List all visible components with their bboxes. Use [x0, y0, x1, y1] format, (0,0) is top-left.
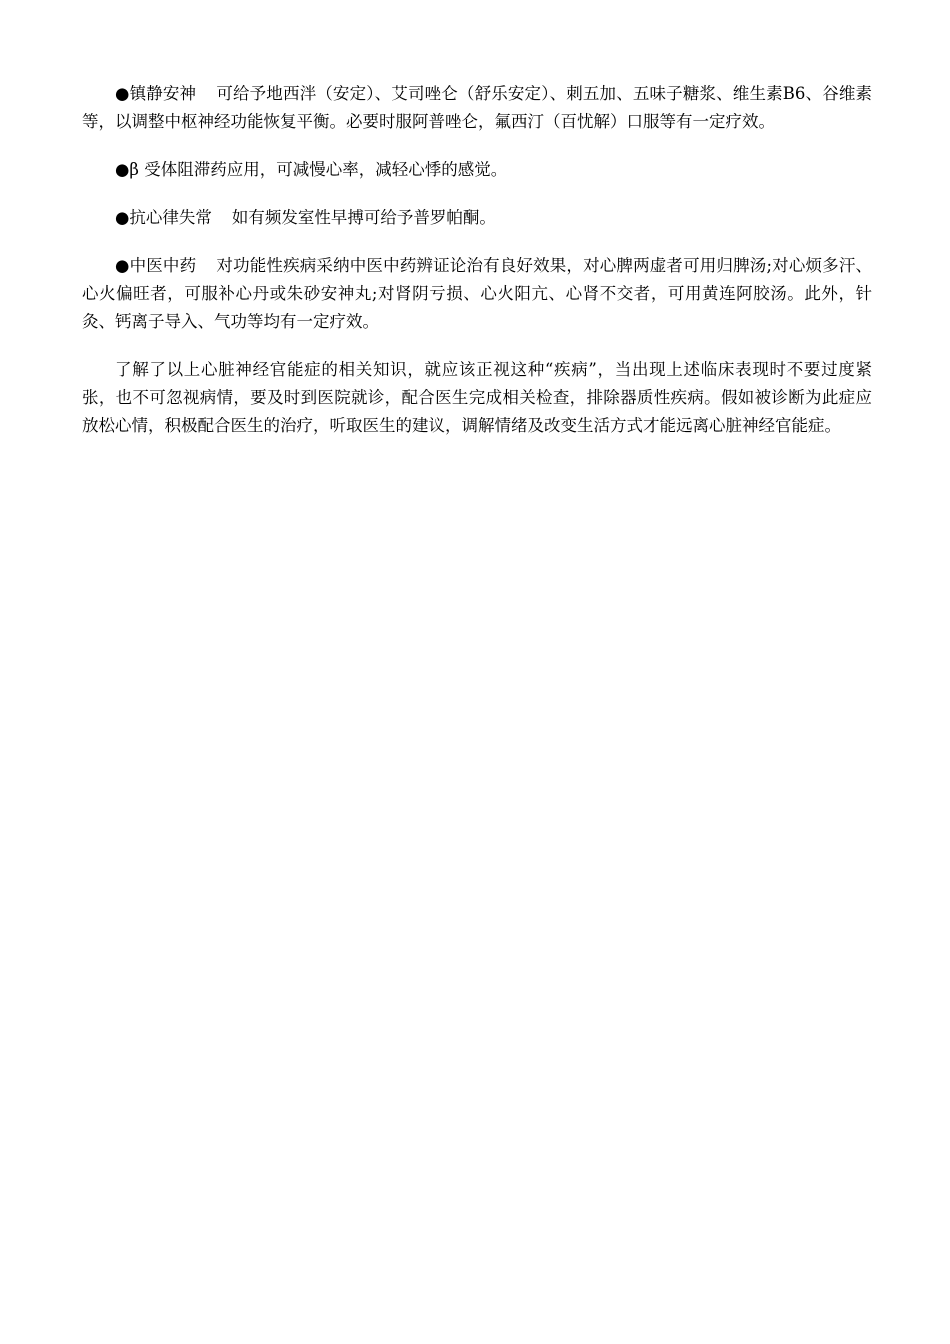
bullet-term: 中医中药	[129, 256, 197, 275]
bullet-paragraph-sedation	[82, 80, 872, 136]
bullet-paragraph-beta-blocker	[82, 156, 872, 184]
bullet-paragraph-tcm	[82, 252, 872, 336]
bullet-term: β 受体阻滞药应用，可减慢心率，减轻心悸的感觉。	[129, 160, 508, 179]
closing-paragraph: 了解了以上心脏神经官能症的相关知识，就应该正视这种“疾病”，当出现上述临床表现时不要过度紧张，也不可忽视病情，要及时到医院就诊，配合医生完成相关检查，排除器质性疾病。假如被诊断为此症应放松心情，积极配合医生的治疗，听取医生的建议，调解情绪及改变生活方式才能远离心脏神经官能症。	[82, 360, 872, 435]
bullet-icon: ●	[115, 208, 130, 227]
bullet-text: 如有频发室性早搏可给予普罗帕酮。	[231, 208, 496, 227]
bullet-icon: ●	[115, 160, 130, 179]
bullet-text: 对功能性疾病采纳中医中药辨证论治有良好效果，对心脾两虚者可用归脾汤;对心烦多汗、心火偏旺者，可服补心丹或朱砂安神丸;对肾阴亏损、心火阳亢、心肾不交者，可用黄连阿胶汤。此外，针灸、钙离子导入、气功等均有一定疗效。	[82, 256, 873, 331]
bullet-term: 镇静安神	[129, 84, 197, 103]
bullet-icon: ●	[115, 84, 130, 103]
bullet-icon: ●	[115, 256, 130, 275]
bullet-term: 抗心律失常	[129, 208, 212, 227]
document-body	[82, 80, 872, 460]
bullet-paragraph-antiarrhythmic	[82, 204, 872, 232]
bullet-text: 可给予地西泮（安定）、艾司唑仑（舒乐安定）、刺五加、五味子糖浆、维生素B6、谷维素等，以调整中枢神经功能恢复平衡。必要时服阿普唑仑，氟西汀（百忧解）口服等有一定疗效。	[82, 84, 873, 131]
